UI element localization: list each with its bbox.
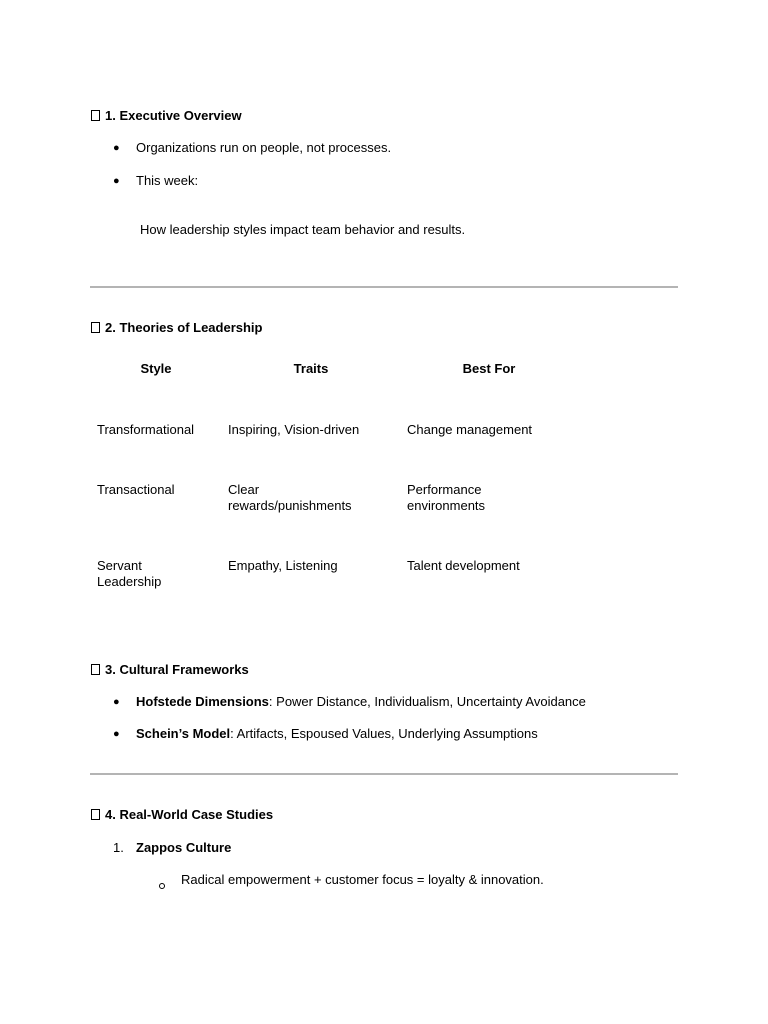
horizontal-rule — [90, 773, 678, 775]
section-heading-theories-of-leadership — [91, 320, 263, 336]
indented-paragraph: How leadership styles impact team behavior and results. — [140, 222, 466, 237]
section-heading-text: 4. Real-World Case Studies — [105, 807, 274, 822]
list-item — [136, 726, 538, 742]
missing-glyph-icon — [91, 664, 100, 675]
table-cell-traits: Inspiring, Vision-driven — [228, 422, 360, 437]
numbered-item-marker: 1. — [113, 840, 124, 855]
section-heading-cultural-frameworks — [91, 662, 249, 678]
table-cell-best-for: Talent development — [407, 558, 520, 573]
table-cell-style: Servant Leadership — [97, 558, 162, 589]
table-header-best-for: Best For — [462, 361, 516, 376]
table-cell-traits: Empathy, Listening — [228, 558, 338, 573]
numbered-item-title: Zappos Culture — [136, 840, 232, 855]
section-heading-text: 3. Cultural Frameworks — [105, 662, 249, 677]
list-item-term: Hofstede Dimensions — [136, 694, 269, 709]
table-cell-style: Transformational — [97, 422, 195, 437]
missing-glyph-icon — [91, 322, 100, 333]
missing-glyph-icon — [91, 809, 100, 820]
bullet-dot-icon: ● — [113, 696, 120, 708]
list-item-description: : Power Distance, Individualism, Uncertainty Avoidance — [268, 694, 586, 709]
list-item: This week: — [136, 173, 199, 188]
list-item: Organizations run on people, not processes. — [136, 140, 392, 155]
bullet-dot-icon: ● — [113, 142, 120, 154]
section-heading-executive-overview — [91, 108, 242, 124]
section-heading-case-studies — [91, 807, 273, 823]
missing-glyph-icon — [91, 110, 100, 121]
table-cell-traits: Clear rewards/punishments — [228, 482, 352, 513]
horizontal-rule — [90, 286, 678, 288]
table-cell-best-for: Performance environments — [407, 482, 486, 513]
table-cell-best-for: Change management — [407, 422, 533, 437]
list-item-term: Schein’s Model — [136, 726, 231, 741]
section-heading-text: 1. Executive Overview — [105, 108, 242, 123]
sub-list-item: Radical empowerment + customer focus = loyalty & innovation. — [181, 872, 544, 887]
section-heading-text: 2. Theories of Leadership — [105, 320, 263, 335]
table-header-traits: Traits — [293, 361, 329, 376]
table-header-style: Style — [140, 361, 172, 376]
list-item-description: : Artifacts, Espoused Values, Underlying Assumptions — [230, 726, 538, 741]
table-cell-style: Transactional — [97, 482, 175, 497]
list-item — [136, 694, 586, 710]
bullet-dot-icon: ● — [113, 175, 120, 187]
hollow-bullet-icon — [159, 876, 165, 894]
bullet-dot-icon: ● — [113, 728, 120, 740]
